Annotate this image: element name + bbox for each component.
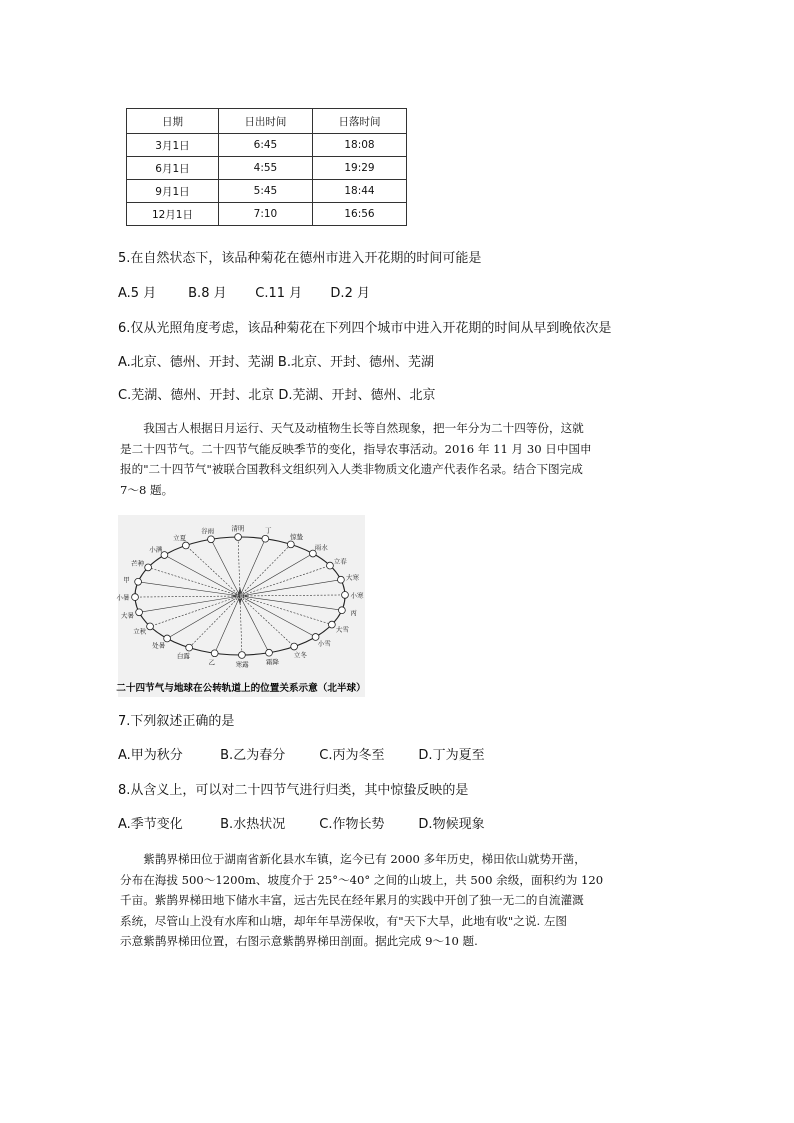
earth-marker xyxy=(145,564,152,571)
table-cell: 3月1日 xyxy=(127,134,219,157)
solar-term-label: 大雪 xyxy=(335,625,349,634)
earth-marker xyxy=(147,623,154,630)
table-cell: 5:45 xyxy=(218,180,312,203)
solar-term-label: 立冬 xyxy=(293,650,307,659)
passage-line: 7～8 题。 xyxy=(120,482,174,497)
solar-term-label: 小寒 xyxy=(350,591,364,600)
diagram-background xyxy=(118,515,365,697)
table-cell: 9月1日 xyxy=(127,180,219,203)
earth-marker xyxy=(186,644,193,651)
table-cell: 7:10 xyxy=(218,203,312,226)
earth-marker xyxy=(135,578,142,585)
table-header: 日期 xyxy=(127,109,219,134)
table-cell: 12月1日 xyxy=(127,203,219,226)
table-row xyxy=(127,203,407,226)
solar-term-label: 丁 xyxy=(264,526,272,535)
solar-terms-orbit-diagram xyxy=(118,515,365,697)
table-row xyxy=(127,157,407,180)
passage-line: 是二十四节气。二十四节气能反映季节的变化，指导农事活动。2016 年 11 月 30 日中国申 xyxy=(120,441,592,456)
option-b: B.水热状况 xyxy=(220,817,286,832)
option-a: A.季节变化 xyxy=(118,817,183,832)
question-7-options xyxy=(118,747,485,765)
earth-marker xyxy=(132,594,139,601)
table-header-row xyxy=(127,109,407,134)
solar-term-label: 霜降 xyxy=(265,657,279,666)
earth-marker xyxy=(239,652,246,659)
diagram-caption: 二十四节气与地球在公转轨道上的位置关系示意（北半球） xyxy=(116,683,366,694)
table-cell: 6月1日 xyxy=(127,157,219,180)
passage-line: 千亩。紫鹊界梯田地下储水丰富，远古先民在经年累月的实践中开创了独一无二的自流灌溉 xyxy=(120,893,584,907)
earth-marker xyxy=(136,609,143,616)
solar-term-label: 乙 xyxy=(208,658,216,667)
question-8-options xyxy=(118,816,485,834)
earth-marker xyxy=(338,576,345,583)
option-c: C.丙为冬至 xyxy=(319,748,385,763)
earth-marker xyxy=(208,536,215,543)
question-8-stem: 8.从含义上，可以对二十四节气进行归类，其中惊蛰反映的是 xyxy=(118,783,469,798)
option-c: C.作物长势 xyxy=(319,817,385,832)
earth-marker xyxy=(342,592,349,599)
earth-marker xyxy=(328,621,335,628)
earth-marker xyxy=(266,649,273,656)
option-b: B.8 月 xyxy=(188,286,227,301)
earth-marker xyxy=(235,534,242,541)
solar-term-label: 立春 xyxy=(333,557,347,566)
option-a: A.甲为秋分 xyxy=(118,748,183,763)
question-5-options xyxy=(118,285,370,303)
passage-line: 报的"二十四节气"被联合国教科文组织列入人类非物质文化遗产代表作名录。结合下图完成 xyxy=(120,462,583,476)
table-cell: 19:29 xyxy=(312,157,406,180)
option-d: D.2 月 xyxy=(330,286,370,301)
table-header: 日出时间 xyxy=(218,109,312,134)
solar-term-label: 清明 xyxy=(231,524,245,533)
sunrise-sunset-table xyxy=(126,108,407,226)
earth-marker xyxy=(327,562,334,569)
option-d: D.物候现象 xyxy=(418,817,485,832)
earth-marker xyxy=(182,542,189,549)
question-7-stem: 7.下列叙述正确的是 xyxy=(118,714,235,729)
solar-term-label: 雨水 xyxy=(314,543,328,552)
solar-term-label: 小暑 xyxy=(116,593,130,602)
passage-line: 系统，尽管山上没有水库和山塘，却年年旱涝保收，有"天下大旱，此地有收"之说. 左图 xyxy=(120,913,568,928)
solar-term-label: 小满 xyxy=(149,545,163,554)
table-header: 日落时间 xyxy=(312,109,406,134)
question-5-stem: 5.在自然状态下，该品种菊花在德州市进入开花期的时间可能是 xyxy=(118,251,482,266)
earth-marker xyxy=(287,541,294,548)
earth-marker xyxy=(262,535,269,542)
question-6-options-line2: C.芜湖、德州、开封、北京 D.芜湖、开封、德州、北京 xyxy=(118,388,436,403)
solar-term-label: 小雪 xyxy=(317,639,331,648)
solar-term-label: 大暑 xyxy=(121,611,135,620)
earth-marker xyxy=(211,650,218,657)
passage-line: 示意紫鹊界梯田位置，右图示意紫鹊界梯田剖面。据此完成 9～10 题. xyxy=(120,934,478,948)
passage-line: 我国古人根据日月运行、天气及动植物生长等自然现象，把一年分为二十四等份，这就 xyxy=(143,421,584,435)
solar-term-label: 甲 xyxy=(123,576,130,585)
solar-term-label: 立夏 xyxy=(173,534,187,543)
earth-marker xyxy=(291,643,298,650)
option-c: C.11 月 xyxy=(255,286,303,301)
earth-marker xyxy=(339,607,346,614)
table-cell: 18:44 xyxy=(312,180,406,203)
solar-term-label: 谷雨 xyxy=(201,527,215,536)
solar-terms-passage xyxy=(120,418,676,500)
question-6-stem: 6.仅从光照角度考虑，该品种菊花在下列四个城市中进入开花期的时间从早到晚依次是 xyxy=(118,321,612,336)
solar-term-label: 惊蛰 xyxy=(290,533,304,542)
table-cell: 6:45 xyxy=(218,134,312,157)
passage-line: 分布在海拔 500～1200m、坡度介于 25°～40° 之间的山坡上，共 500 余级，面积约为 120 xyxy=(120,872,604,887)
sun-label: 太阳 xyxy=(234,594,246,601)
table-row xyxy=(127,180,407,203)
table-cell: 16:56 xyxy=(312,203,406,226)
option-d: D.丁为夏至 xyxy=(418,748,485,763)
solar-term-label: 寒露 xyxy=(235,660,249,669)
table-row xyxy=(127,134,407,157)
solar-term-label: 白露 xyxy=(176,651,190,660)
solar-term-label: 丙 xyxy=(350,608,357,617)
solar-term-label: 芒种 xyxy=(131,559,145,568)
solar-term-label: 处暑 xyxy=(152,641,166,650)
option-a: A.5 月 xyxy=(118,286,157,301)
solar-term-label: 大寒 xyxy=(345,573,359,582)
table-cell: 18:08 xyxy=(312,134,406,157)
solar-term-label: 立秋 xyxy=(133,627,147,636)
passage-line: 紫鹊界梯田位于湖南省新化县水车镇，迄今已有 2000 多年历史，梯田依山就势开凿， xyxy=(143,852,586,866)
question-6-options-line1: A.北京、德州、开封、芜湖 B.北京、开封、德州、芜湖 xyxy=(118,355,434,370)
terraces-passage xyxy=(120,849,676,952)
option-b: B.乙为春分 xyxy=(220,748,286,763)
table-cell: 4:55 xyxy=(218,157,312,180)
